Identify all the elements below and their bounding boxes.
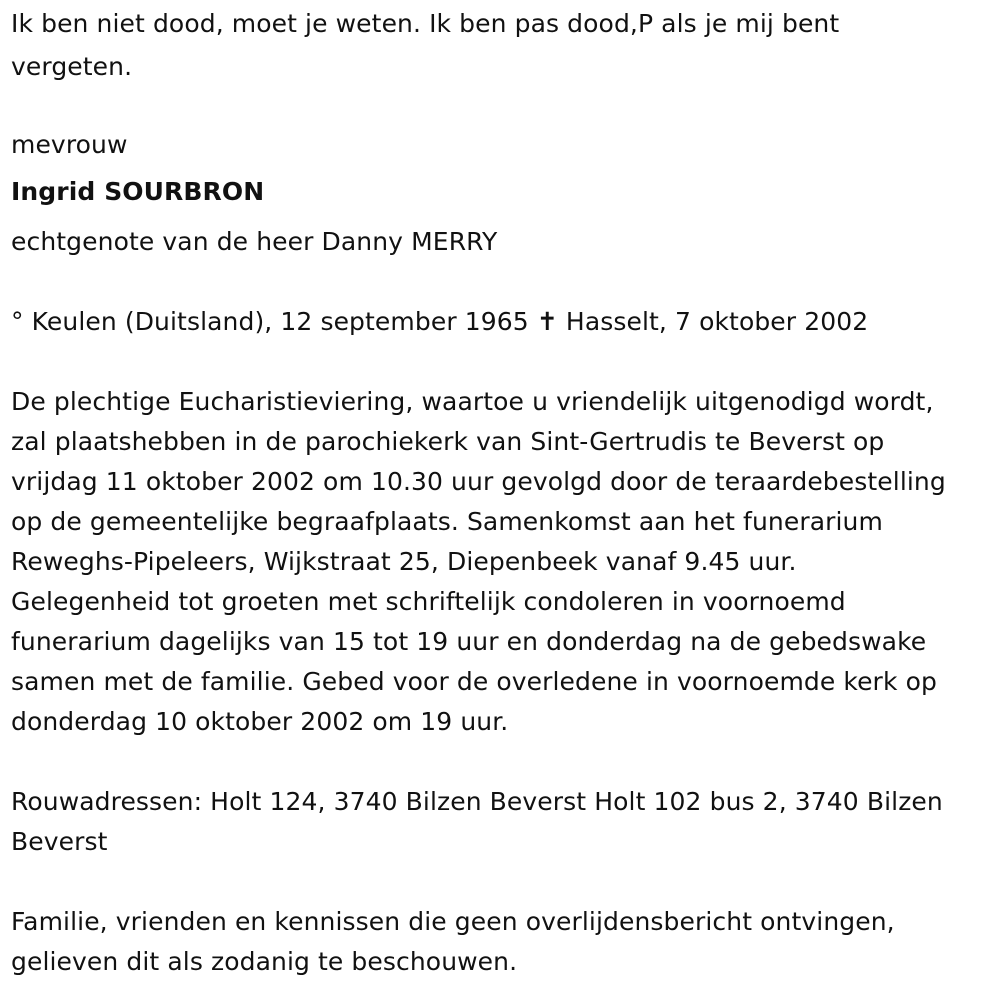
quote-line-2: vergeten. [11, 52, 133, 81]
deceased-title: mevrouw [11, 130, 128, 159]
addresses-line-2: Beverst [11, 827, 108, 856]
ceremony-line: zal plaatshebben in de parochiekerk van Sint-Gertrudis te Beverst op [11, 427, 885, 456]
deceased-relation: echtgenote van de heer Danny MERRY [11, 227, 498, 256]
addresses-line-1: Rouwadressen: Holt 124, 3740 Bilzen Beverst Holt 102 bus 2, 3740 Bilzen [11, 787, 943, 816]
deceased-name: Ingrid SOURBRON [11, 177, 265, 206]
quote-line-1: Ik ben niet dood, moet je weten. Ik ben pas dood,P als je mij bent [11, 9, 840, 38]
ceremony-line: Gelegenheid tot groeten met schriftelijk condoleren in voornoemd [11, 587, 846, 616]
cross-icon: ✝ [536, 307, 558, 336]
closing-line-1: Familie, vrienden en kennissen die geen overlijdensbericht ontvingen, [11, 907, 895, 936]
birth-mark: ° [11, 307, 24, 336]
ceremony-line: funerarium dagelijks van 15 tot 19 uur en donderdag na de gebedswake [11, 627, 927, 656]
ceremony-line: vrijdag 11 oktober 2002 om 10.30 uur gevolgd door de teraardebestelling [11, 467, 946, 496]
ceremony-line: Reweghs-Pipeleers, Wijkstraat 25, Diepenbeek vanaf 9.45 uur. [11, 547, 797, 576]
ceremony-line: donderdag 10 oktober 2002 om 19 uur. [11, 707, 509, 736]
ceremony-line: samen met de familie. Gebed voor de overledene in voornoemde kerk op [11, 667, 937, 696]
death-info: Hasselt, 7 oktober 2002 [565, 307, 869, 336]
ceremony-line: De plechtige Eucharistieviering, waartoe u vriendelijk uitgenodigd wordt, [11, 387, 934, 416]
birth-info: Keulen (Duitsland), 12 september 1965 [31, 307, 529, 336]
closing-line-2: gelieven dit als zodanig te beschouwen. [11, 947, 518, 976]
ceremony-line: op de gemeentelijke begraafplaats. Samenkomst aan het funerarium [11, 507, 883, 536]
dates-line [11, 302, 868, 342]
